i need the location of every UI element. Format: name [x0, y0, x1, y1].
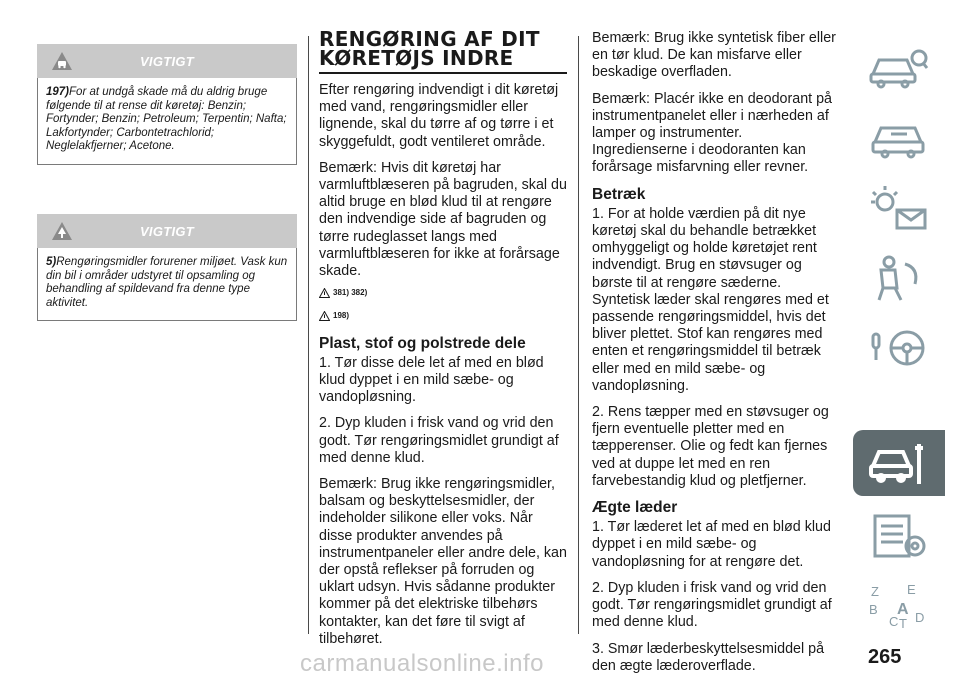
- warning-triangle-icon: [319, 311, 330, 321]
- svg-text:E: E: [907, 582, 916, 597]
- plast-note: Bemærk: Brug ikke rengøringsmidler, balsam og beskyttelsesmidler, der indeholder silikone eller voks. Når disse produkter anvendes på instrumentpaneler eller andre dele, kan der opstå reflekser på forruden og uklart udsyn. Hvis sådanne produkter kommer på det elektriske tilbehørs kontakter, kan det føre til svigt af tilbehøret.: [319, 476, 567, 647]
- tab-warning-lights[interactable]: [853, 174, 945, 242]
- tab-car-info[interactable]: [853, 34, 945, 102]
- plast-step-1: 1. Tør disse dele let af med en blød klud dyppet i en mild sæbe- og vandopløsning.: [319, 354, 544, 406]
- betraek-heading: Betræk: [592, 185, 646, 203]
- note-fiber: Bemærk: Brug ikke syntetisk fiber eller en tør klud. De kan misfarve eller beskadige overfladen.: [592, 30, 836, 81]
- plast-step-2: 2. Dyp kluden i frisk vand og vrid den godt. Tør rengøringsmidlet grundigt af med denne klud.: [319, 415, 559, 466]
- watermark: carmanualsonline.info: [300, 650, 544, 677]
- right-column: [592, 30, 838, 684]
- tab-technical-data[interactable]: [853, 502, 945, 570]
- environment-tree-icon: [51, 221, 73, 241]
- plast-heading: Plast, stof og polstrede dele: [319, 334, 526, 352]
- warning-header: [37, 214, 297, 248]
- warning-heading: VIGTIGT: [139, 223, 195, 239]
- dashboard-car-icon: [867, 114, 931, 162]
- warning-reference: [319, 307, 569, 324]
- svg-text:T: T: [899, 616, 907, 630]
- laeder-step-2: 2. Dyp kluden i frisk vand og vrid den godt. Tør rengøringsmidlet grundigt af med denne klud.: [592, 579, 832, 631]
- warning-ref: 197): [46, 86, 70, 98]
- tab-maintenance[interactable]: [853, 430, 945, 496]
- svg-text:A: A: [897, 601, 909, 618]
- intro-paragraph: Efter rengøring indvendigt i dit køretøj med vand, rengøringsmidler eller lignende, skal du tørre af og tørre i et skyggefuldt, godt ventileret område.: [319, 82, 559, 150]
- laeder-step-1: 1. Tør læderet let af med en blød klud dyppet i en mild sæbe- og vandopløsning for at rengøre det.: [592, 519, 831, 570]
- svg-text:Z: Z: [871, 584, 879, 599]
- warning-header: [37, 44, 297, 78]
- title-underline: [319, 72, 567, 74]
- note-deodorant: Bemærk: Placér ikke en deodorant på instrumentpanelet eller i nærheden af lamper og instrumenter. Ingredienserne i deodoranten kan forårsage misfarvning eller revner.: [592, 90, 832, 176]
- betraek-step-1: 1. For at holde værdien på dit nye køretøj skal du behandle betrækket omhyggeligt og holde køretøjet rent indvendigt. Brug en støvsuger og børste til at rengøre sæderne. Syntetisk læder skal rengøres med et passende rengøringsmiddel, hvis det bliver plettet. Stof kan rengøres med enten et rengøringsmiddel til betræk eller med en mild sæbe- og vandopløsning.: [592, 205, 829, 394]
- index-letters-icon: [867, 582, 931, 630]
- warning-body: Rengøringsmidler forurener miljøet. Vask kun din bil i områder udstyret til opsamling og behandling af spildevand fra denne type aktivitet.: [46, 256, 288, 309]
- warning-reference: [319, 284, 569, 301]
- warning-triangle-icon: [319, 288, 330, 298]
- reference-numbers: 198): [333, 311, 350, 321]
- tab-index[interactable]: [853, 572, 945, 640]
- column-divider: [578, 36, 579, 634]
- warning-lights-icon: [867, 184, 931, 232]
- column-divider: [308, 36, 309, 634]
- warning-text: [37, 78, 297, 165]
- laeder-step-3: 3. Smør læderbeskyttelsesmiddel på den ægte læderoverflade.: [592, 640, 825, 674]
- note-paragraph: Bemærk: Hvis dit køretøj har varmluftblæseren på bagruden, skal du altid bruge en blød klud til at rengøre den indvendige side af bagruden og tørre rudeglasset langs med varmluftblæseren for ikke at forårsage skade.: [319, 159, 567, 280]
- svg-text:B: B: [869, 602, 878, 617]
- warning-box-1: [37, 44, 297, 165]
- middle-column: [319, 27, 569, 657]
- car-skid-warning-icon: [51, 51, 73, 71]
- technical-data-icon: [867, 512, 931, 560]
- safety-airbag-icon: [867, 254, 931, 302]
- page-number: 265: [868, 646, 902, 668]
- section-title-line-1: RENGØRING AF DIT: [319, 27, 540, 51]
- car-info-icon: [867, 44, 931, 92]
- driving-steering-icon: [867, 324, 931, 372]
- laeder-heading: Ægte læder: [592, 499, 678, 517]
- svg-text:D: D: [915, 610, 925, 625]
- warning-text: [37, 248, 297, 321]
- car-maintenance-icon: [867, 440, 931, 488]
- betraek-step-2: 2. Rens tæpper med en støvsuger og fjern eventuelle pletter med en tæpperenser. Olie og fedt kan fjernes ved at duppe let med en ren farvebestandig klud og pletfjerner.: [592, 404, 829, 489]
- warning-body: For at undgå skade må du aldrig bruge følgende til at rense dit køretøj: Benzin; Fortynder; Benzin; Petroleum; Terpentin; Nafta; Lakfortynder; Carbontetrachlorid; Neglelakfjerner; Acetone.: [46, 86, 287, 153]
- warning-heading: VIGTIGT: [139, 53, 195, 69]
- svg-text:C: C: [889, 614, 899, 629]
- section-title-line-2: KØRETØJS INDRE: [319, 46, 514, 70]
- tab-safety[interactable]: [853, 244, 945, 312]
- tab-driving[interactable]: [853, 314, 945, 382]
- reference-numbers: 381) 382): [333, 288, 368, 298]
- warning-box-2: [37, 214, 297, 321]
- tab-dashboard[interactable]: [853, 104, 945, 172]
- warning-ref: 5): [46, 256, 57, 268]
